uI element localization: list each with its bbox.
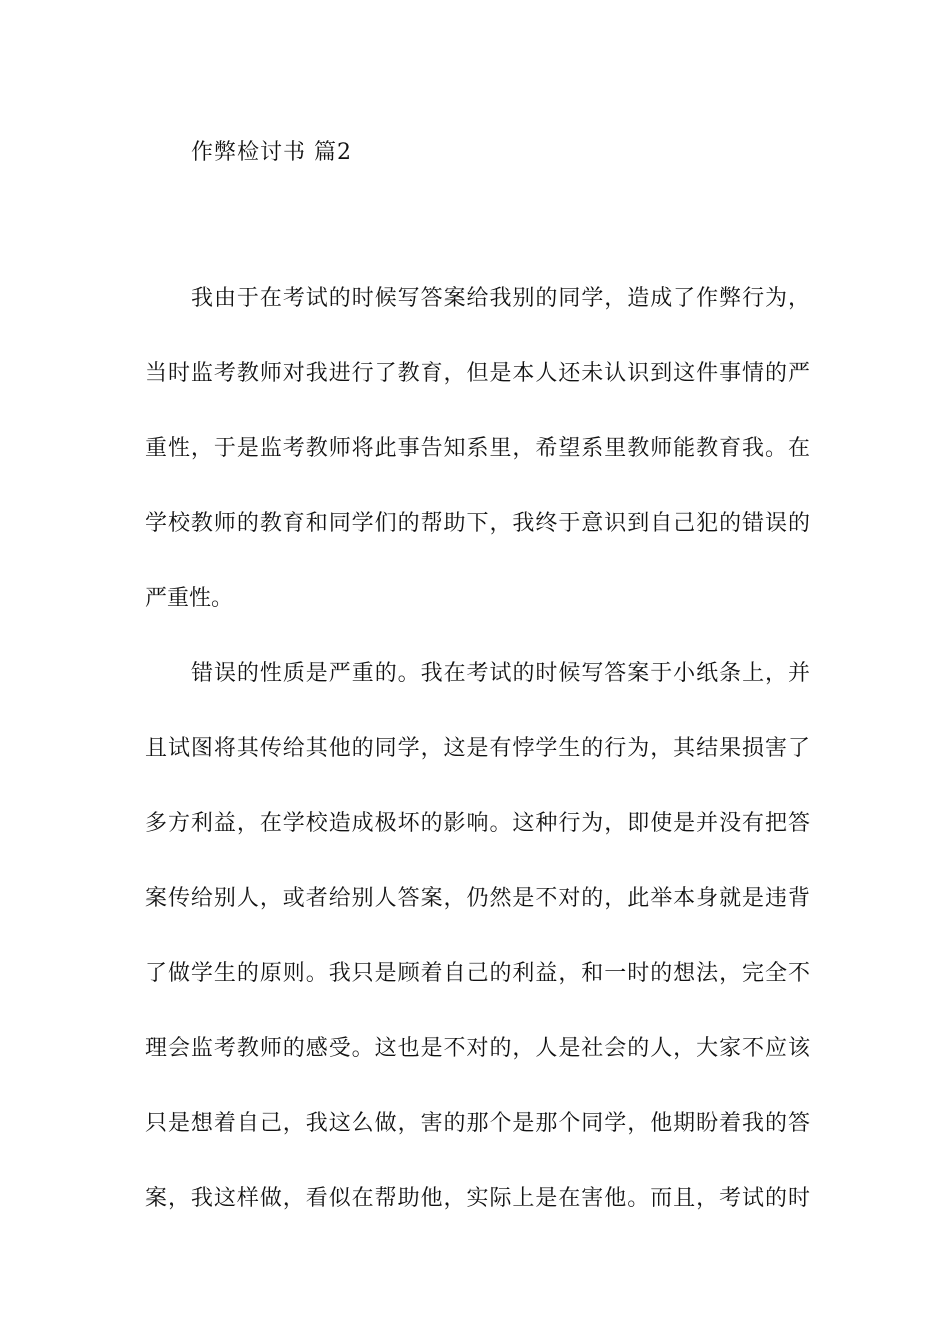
paragraph-2-line-6: 理会监考教师的感受。这也是不对的，人是社会的人，大家不应该 (145, 1036, 810, 1061)
paragraph-2-line-8: 案，我这样做，看似在帮助他，实际上是在害他。而且，考试的时 (145, 1186, 810, 1211)
paragraph-1-line-2: 当时监考教师对我进行了教育，但是本人还未认识到这件事情的严 (145, 361, 810, 386)
paragraph-1-line-4: 学校教师的教育和同学们的帮助下，我终于意识到自己犯的错误的 (145, 511, 810, 536)
paragraph-2-line-4: 案传给别人，或者给别人答案，仍然是不对的，此举本身就是违背 (145, 886, 810, 911)
paragraph-1-line-3: 重性，于是监考教师将此事告知系里，希望系里教师能教育我。在 (145, 436, 810, 461)
paragraph-2-line-2: 且试图将其传给其他的同学，这是有悖学生的行为，其结果损害了 (145, 736, 810, 761)
paragraph-2-line-7: 只是想着自己，我这么做，害的那个是那个同学，他期盼着我的答 (145, 1111, 810, 1136)
paragraph-1-line-1: 我由于在考试的时候写答案给我别的同学，造成了作弊行为， (191, 286, 810, 311)
paragraph-2-line-3: 多方利益，在学校造成极坏的影响。这种行为，即使是并没有把答 (145, 811, 810, 836)
document-title: 作弊检讨书 篇2 (191, 140, 352, 165)
paragraph-2-line-5: 了做学生的原则。我只是顾着自己的利益，和一时的想法，完全不 (145, 961, 810, 986)
paragraph-1-line-5: 严重性。 (145, 586, 234, 611)
paragraph-2-line-1: 错误的性质是严重的。我在考试的时候写答案于小纸条上，并 (191, 661, 810, 686)
